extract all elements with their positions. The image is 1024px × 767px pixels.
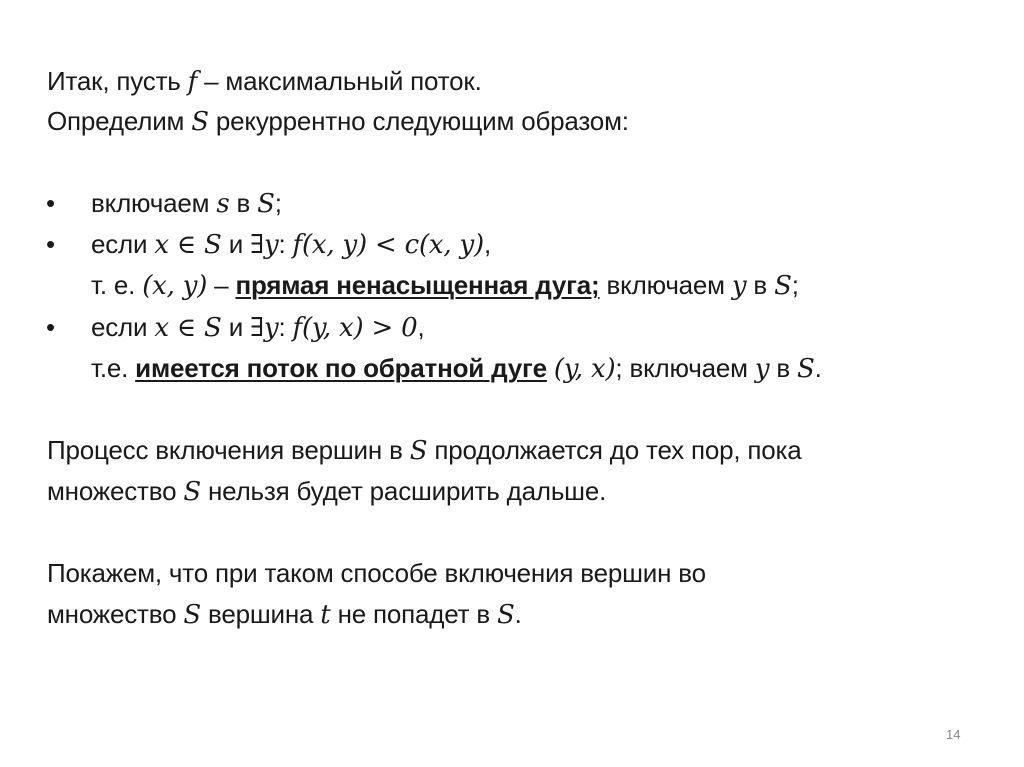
text: нельзя будет расширить дальше. (201, 476, 607, 506)
math-y: y (731, 271, 747, 301)
text: – максимальный поток. (197, 66, 482, 96)
text: множество (47, 599, 184, 629)
math-S: S (409, 436, 428, 466)
emphasis-backward-flow: имеется поток по обратной дуге (135, 353, 547, 383)
math-S: S (497, 600, 515, 630)
math-S: S (191, 107, 209, 137)
text: включаем (91, 188, 217, 218)
math-exists: ∃ (250, 230, 264, 260)
text: – (207, 270, 236, 300)
math-S: S (204, 313, 222, 343)
text: и (221, 312, 251, 342)
text: если (91, 229, 155, 259)
bullet-item-backward-arc (91, 310, 425, 345)
text: если (91, 312, 155, 342)
bullet-item-include-s (91, 186, 282, 221)
text: Покажем, что при таком способе включения вершин во (47, 558, 706, 588)
math-pair: (x, y) (142, 271, 208, 301)
text: вершина (201, 599, 321, 629)
math-S: S (796, 354, 815, 384)
text: ; (274, 188, 282, 218)
text: Процесс включения вершин в (47, 435, 410, 465)
bullet-item-forward-arc (91, 227, 491, 262)
text (547, 353, 554, 383)
text: в (746, 270, 775, 300)
text: и (221, 229, 251, 259)
text: Итак, пусть (47, 66, 188, 96)
text: т. е. (91, 270, 143, 300)
text: продолжается до тех пор, пока (427, 435, 802, 465)
text: ; включаем (615, 353, 755, 383)
text: в (229, 188, 258, 218)
math-pair: (y, x) (553, 354, 616, 384)
claim-line-1 (47, 556, 706, 590)
math-y: y (263, 230, 279, 260)
text: рекуррентно следующим образом: (208, 106, 629, 136)
math-x: x (154, 313, 169, 343)
math-exists: ∃ (250, 313, 264, 343)
text: в (769, 353, 797, 383)
claim-line-2 (47, 597, 522, 632)
text: , (483, 229, 491, 259)
math-S: S (183, 600, 201, 630)
math-s: s (216, 189, 230, 219)
math-S: S (774, 271, 792, 301)
math-S: S (257, 189, 275, 219)
math-t: t (320, 600, 331, 630)
bullet-continuation-forward (91, 268, 799, 303)
text: : (278, 229, 293, 259)
page-number: 14 (946, 727, 961, 742)
math-inequality: f(x, y) < c(x, y) (292, 230, 484, 260)
definition-line (47, 104, 629, 139)
text: ; (791, 270, 799, 300)
text: . (514, 599, 522, 629)
math-y: y (263, 313, 279, 343)
emphasis-forward-arc: прямая ненасыщенная дуга; (235, 270, 600, 300)
bullet-continuation-backward (91, 351, 822, 386)
process-line-1 (47, 433, 802, 468)
text: , (417, 312, 425, 342)
math-y: y (754, 354, 770, 384)
text: включаем (599, 270, 732, 300)
math-S: S (204, 230, 222, 260)
text: Определим (47, 106, 192, 136)
math-x: x (154, 230, 169, 260)
math-in: ∈ (168, 313, 205, 343)
text: : (278, 312, 293, 342)
math-inequality: f(y, x) > 0 (292, 313, 418, 343)
bullet-marker: • (46, 188, 56, 218)
math-S: S (183, 477, 201, 507)
process-line-2 (47, 474, 606, 509)
text: не попадет в (330, 599, 498, 629)
bullet-marker: • (46, 229, 56, 259)
math-in: ∈ (168, 230, 205, 260)
text: . (814, 353, 822, 383)
math-f: f (187, 67, 198, 97)
text: т.е. (91, 353, 136, 383)
text: множество (47, 476, 184, 506)
bullet-marker: • (46, 312, 56, 342)
intro-line (47, 64, 482, 99)
